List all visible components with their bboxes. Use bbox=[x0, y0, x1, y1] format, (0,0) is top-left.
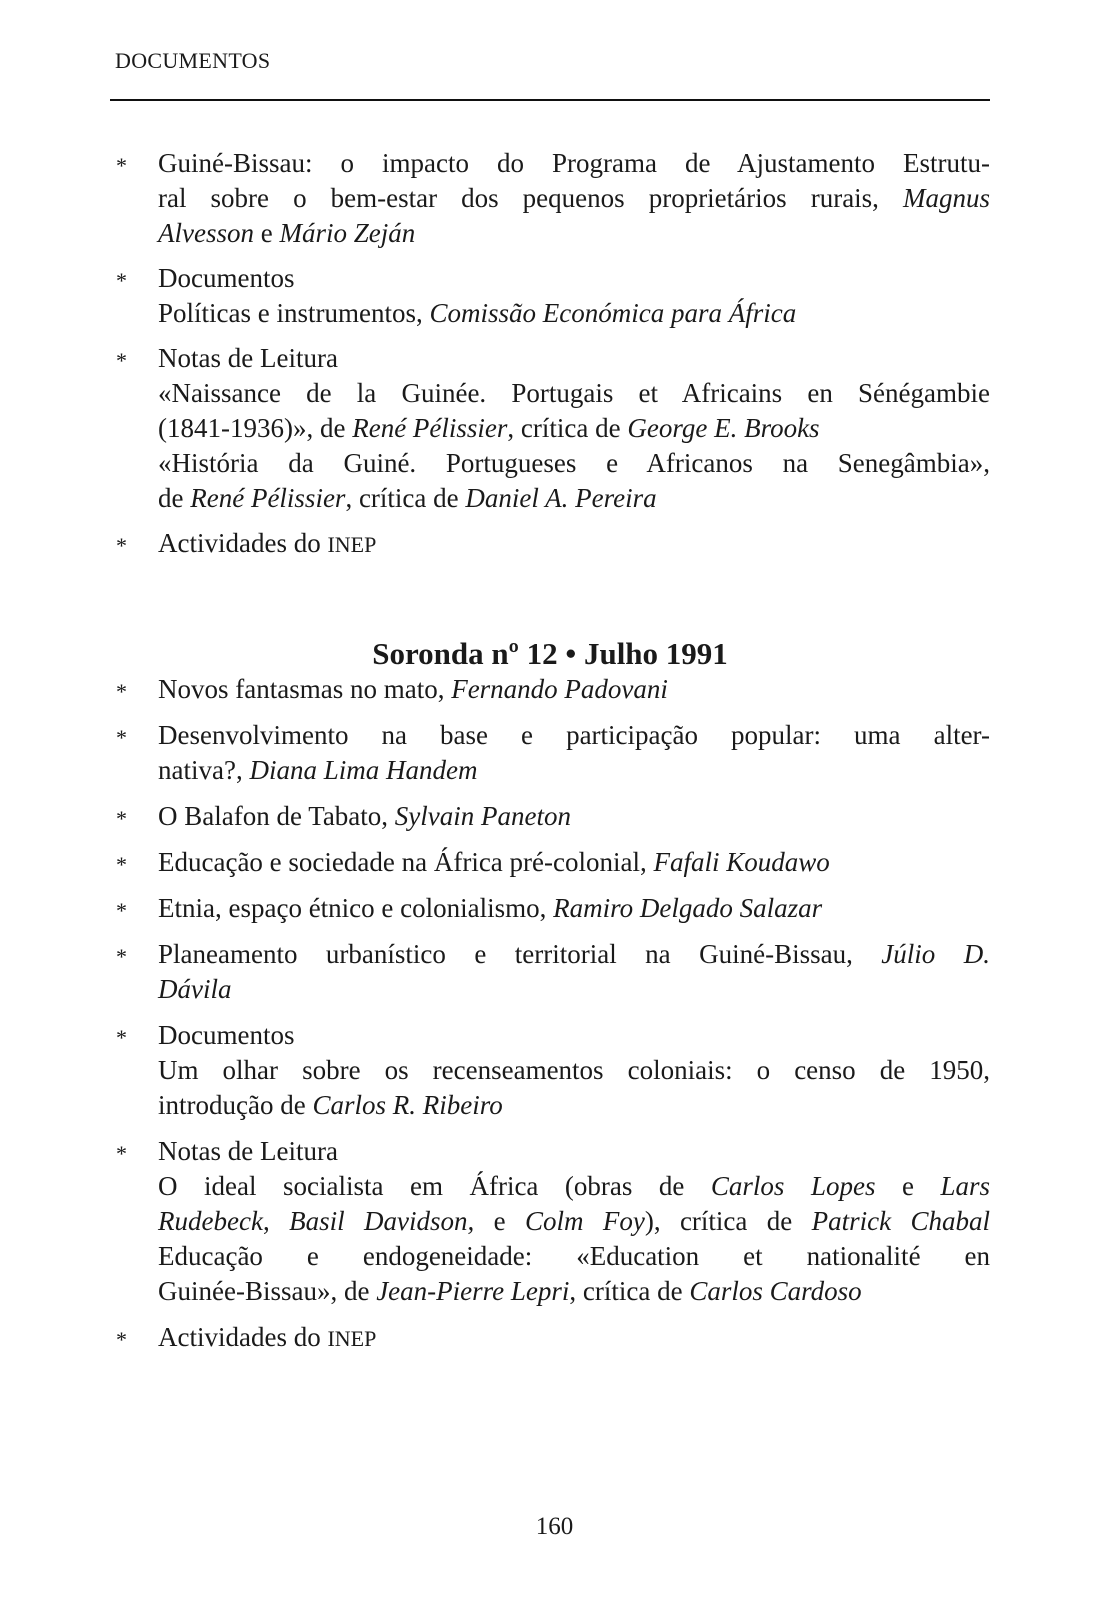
entry-line: Um olhar sobre os recenseamentos coloniais: o censo de 1950, bbox=[158, 1055, 990, 1085]
bullet-asterisk: * bbox=[116, 944, 127, 969]
author-name: Magnus bbox=[903, 183, 990, 213]
entry-line: (1841-1936)», de René Pélissier, crítica de George E. Brooks bbox=[158, 413, 820, 443]
author-name: Patrick Chabal bbox=[811, 1206, 991, 1236]
entry-title: Guiné-Bissau: o impacto do Programa de Ajustamento Estrutu- bbox=[158, 148, 990, 178]
bullet-asterisk: * bbox=[116, 1141, 127, 1166]
entry-line: Actividades do INEP bbox=[158, 528, 377, 558]
author-name: Ramiro Delgado Salazar bbox=[553, 893, 823, 923]
author-name: Carlos R. Ribeiro bbox=[312, 1090, 503, 1120]
list-item bbox=[110, 261, 990, 331]
list-item bbox=[110, 672, 990, 707]
entry-section-label: Documentos bbox=[158, 1020, 295, 1050]
author-name: Fafali Koudawo bbox=[653, 847, 830, 877]
entry-line: Desenvolvimento na base e participação popular: uma alter- bbox=[158, 720, 990, 750]
author-name: Júlio D. bbox=[881, 939, 990, 969]
entry-line: Novos fantasmas no mato, Fernando Padovani bbox=[158, 674, 668, 704]
running-head: DOCUMENTOS bbox=[115, 48, 271, 73]
author-name: Diana Lima Handem bbox=[249, 755, 478, 785]
list-item bbox=[110, 799, 990, 834]
entry-section-label: Notas de Leitura bbox=[158, 343, 338, 373]
bullet-asterisk: * bbox=[116, 725, 127, 750]
bullet-asterisk: * bbox=[116, 852, 127, 877]
author-name: Jean-Pierre Lepri bbox=[376, 1276, 570, 1306]
entry-line: O Balafon de Tabato, Sylvain Paneton bbox=[158, 801, 571, 831]
author-name: Alvesson bbox=[158, 218, 254, 248]
bullet-asterisk: * bbox=[116, 806, 127, 831]
entry-line: Políticas e instrumentos, Comissão Económica para África bbox=[158, 298, 797, 328]
entry-line bbox=[158, 972, 990, 1007]
author-name: Colm Foy bbox=[524, 1206, 645, 1236]
entry-line: introdução de Carlos R. Ribeiro bbox=[158, 1090, 503, 1120]
entry-section-label: Documentos bbox=[158, 263, 295, 293]
list-item bbox=[110, 1134, 990, 1309]
entry-line: Alvesson e Mário Zeján bbox=[158, 218, 416, 248]
author-name: Fernando Padovani bbox=[451, 674, 668, 704]
page-number: 160 bbox=[535, 1513, 574, 1540]
bullet-asterisk: * bbox=[116, 679, 127, 704]
author-name: René Pélissier bbox=[190, 483, 346, 513]
list-item bbox=[110, 718, 990, 788]
list-item bbox=[110, 146, 990, 251]
entry-line: Educação e endogeneidade: «Education et nationalité en bbox=[158, 1241, 990, 1271]
bullet-asterisk: * bbox=[116, 153, 127, 178]
bullet-asterisk: * bbox=[116, 1025, 127, 1050]
list-item bbox=[110, 845, 990, 880]
entry-line: Guinée-Bissau», de Jean-Pierre Lepri, crítica de Carlos Cardoso bbox=[158, 1276, 862, 1306]
entry-line: «Naissance de la Guinée. Portugais et Africains en Sénégambie bbox=[158, 378, 990, 408]
list-item bbox=[110, 891, 990, 926]
list-item bbox=[110, 937, 990, 1007]
entry-line: Planeamento urbanístico e territorial na Guiné-Bissau, Júlio D. bbox=[158, 939, 990, 969]
author-name: Carlos Lopes bbox=[710, 1171, 876, 1201]
list-item bbox=[110, 1018, 990, 1123]
list-item bbox=[110, 526, 990, 562]
author-name: Daniel A. Pereira bbox=[465, 483, 657, 513]
author-name: René Pélissier bbox=[352, 413, 508, 443]
bullet-asterisk: * bbox=[116, 533, 127, 558]
contents-list-previous-issue bbox=[110, 146, 990, 562]
bullet-asterisk: * bbox=[116, 898, 127, 923]
header-rule bbox=[110, 99, 990, 101]
issue-heading: Soronda nº 12 • Julho 1991 bbox=[372, 636, 728, 671]
author-name: Sylvain Paneton bbox=[394, 801, 571, 831]
author-name: Lars bbox=[940, 1171, 990, 1201]
entry-line: Actividades do INEP bbox=[158, 1322, 377, 1352]
list-item bbox=[110, 341, 990, 516]
list-item bbox=[110, 1320, 990, 1356]
entry-line: ral sobre o bem-estar dos pequenos proprietários rurais, Magnus bbox=[158, 183, 990, 213]
author-name: George E. Brooks bbox=[627, 413, 820, 443]
bullet-asterisk: * bbox=[116, 348, 127, 373]
entry-line: «História da Guiné. Portugueses e Africanos na Senegâmbia», bbox=[158, 448, 990, 478]
entry-line: nativa?, Diana Lima Handem bbox=[158, 755, 478, 785]
author-name: Comissão Económica para África bbox=[429, 298, 797, 328]
contents-list-issue-12 bbox=[110, 672, 990, 1356]
entry-line: Etnia, espaço étnico e colonialismo, Ramiro Delgado Salazar bbox=[158, 893, 823, 923]
entry-line: Educação e sociedade na África pré-colonial, Fafali Koudawo bbox=[158, 847, 830, 877]
entry-line: de René Pélissier, crítica de Daniel A. Pereira bbox=[158, 483, 657, 513]
entry-section-label: Notas de Leitura bbox=[158, 1136, 338, 1166]
author-name: Basil Davidson, bbox=[289, 1206, 475, 1236]
author-name: Mário Zeján bbox=[279, 218, 416, 248]
author-name: Dávila bbox=[158, 974, 232, 1004]
author-name: Carlos Cardoso bbox=[689, 1276, 862, 1306]
entry-line: Rudebeck, Basil Davidson, e Colm Foy), crítica de Patrick Chabal bbox=[158, 1206, 991, 1236]
author-name: Rudebeck bbox=[158, 1206, 263, 1236]
entry-line: O ideal socialista em África (obras de Carlos Lopes e Lars bbox=[158, 1171, 990, 1201]
bullet-asterisk: * bbox=[116, 1327, 127, 1352]
bullet-asterisk: * bbox=[116, 268, 127, 293]
